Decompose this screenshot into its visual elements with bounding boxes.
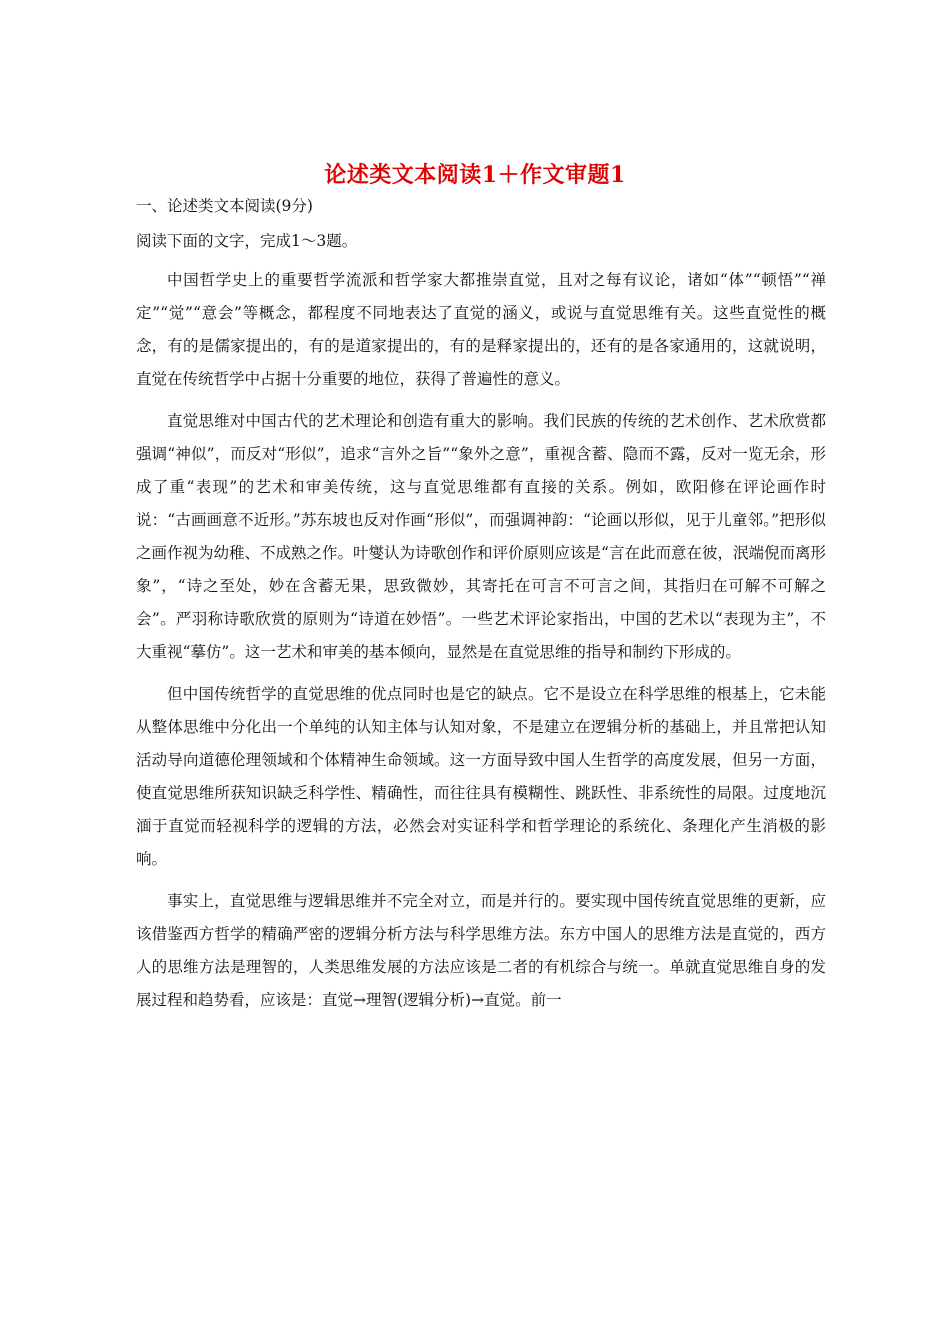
- paragraph: 中国哲学史上的重要哲学流派和哲学家大都推崇直觉，且对之每有议论，诸如“体”“顿悟”“禅定”“觉”“意会”等概念，都程度不同地表达了直觉的涵义，或说与直觉思维有关。这些直觉性的概念，有的是儒家提出的，有的是道家提出的，有的是释家提出的，还有的是各家通用的，这就说明，直觉在传统哲学中占据十分重要的地位，获得了普遍性的意义。: [136, 271, 826, 388]
- document-title: 论述类文本阅读1＋作文审题1: [324, 162, 626, 188]
- section-heading: 一、论述类文本阅读(9分): [136, 197, 313, 215]
- paragraph: 但中国传统哲学的直觉思维的优点同时也是它的缺点。它不是设立在科学思维的根基上，它未能从整体思维中分化出一个单纯的认知主体与认知对象，不是建立在逻辑分析的基础上，并且常把认知活动导向道德伦理领域和个体精神生命领域。这一方面导致中国人生哲学的高度发展，但另一方面，使直觉思维所获知识缺乏科学性、精确性，而往往具有模糊性、跳跃性、非系统性的局限。过度地沉湎于直觉而轻视科学的逻辑的方法，必然会对实证科学和哲学理论的系统化、条理化产生消极的影响。: [136, 685, 826, 868]
- paragraph: 直觉思维对中国古代的艺术理论和创造有重大的影响。我们民族的传统的艺术创作、艺术欣赏都强调“神似”，而反对“形似”，追求“言外之旨”“象外之意”，重视含蓄、隐而不露，反对一览无余，形成了重“表现”的艺术和审美传统，这与直觉思维都有直接的关系。例如，欧阳修在评论画作时说：“古画画意不近形。”苏东坡也反对作画“形似”，而强调神韵：“论画以形似，见于儿童邻。”把形似之画作视为幼稚、不成熟之作。叶燮认为诗歌创作和评价原则应该是“言在此而意在彼，泯端倪而离形象”，“诗之至处，妙在含蓄无果，思致微妙，其寄托在可言不可言之间，其指归在可解不可解之会”。严羽称诗歌欣赏的原则为“诗道在妙悟”。一些艺术评论家指出，中国的艺术以“表现为主”，不大重视“摹仿”。这一艺术和审美的基本倾向，显然是在直觉思维的指导和制约下形成的。: [136, 412, 826, 661]
- paragraph: 事实上，直觉思维与逻辑思维并不完全对立，而是并行的。要实现中国传统直觉思维的更新，应该借鉴西方哲学的精确严密的逻辑分析方法与科学思维方法。东方中国人的思维方法是直觉的，西方人的思维方法是理智的，人类思维发展的方法应该是二者的有机综合与统一。单就直觉思维自身的发展过程和趋势看，应该是：直觉→理智(逻辑分析)→直觉。前一: [136, 892, 826, 1009]
- reading-instruction: 阅读下面的文字，完成1～3题。: [136, 232, 358, 250]
- article-body: [136, 264, 826, 1026]
